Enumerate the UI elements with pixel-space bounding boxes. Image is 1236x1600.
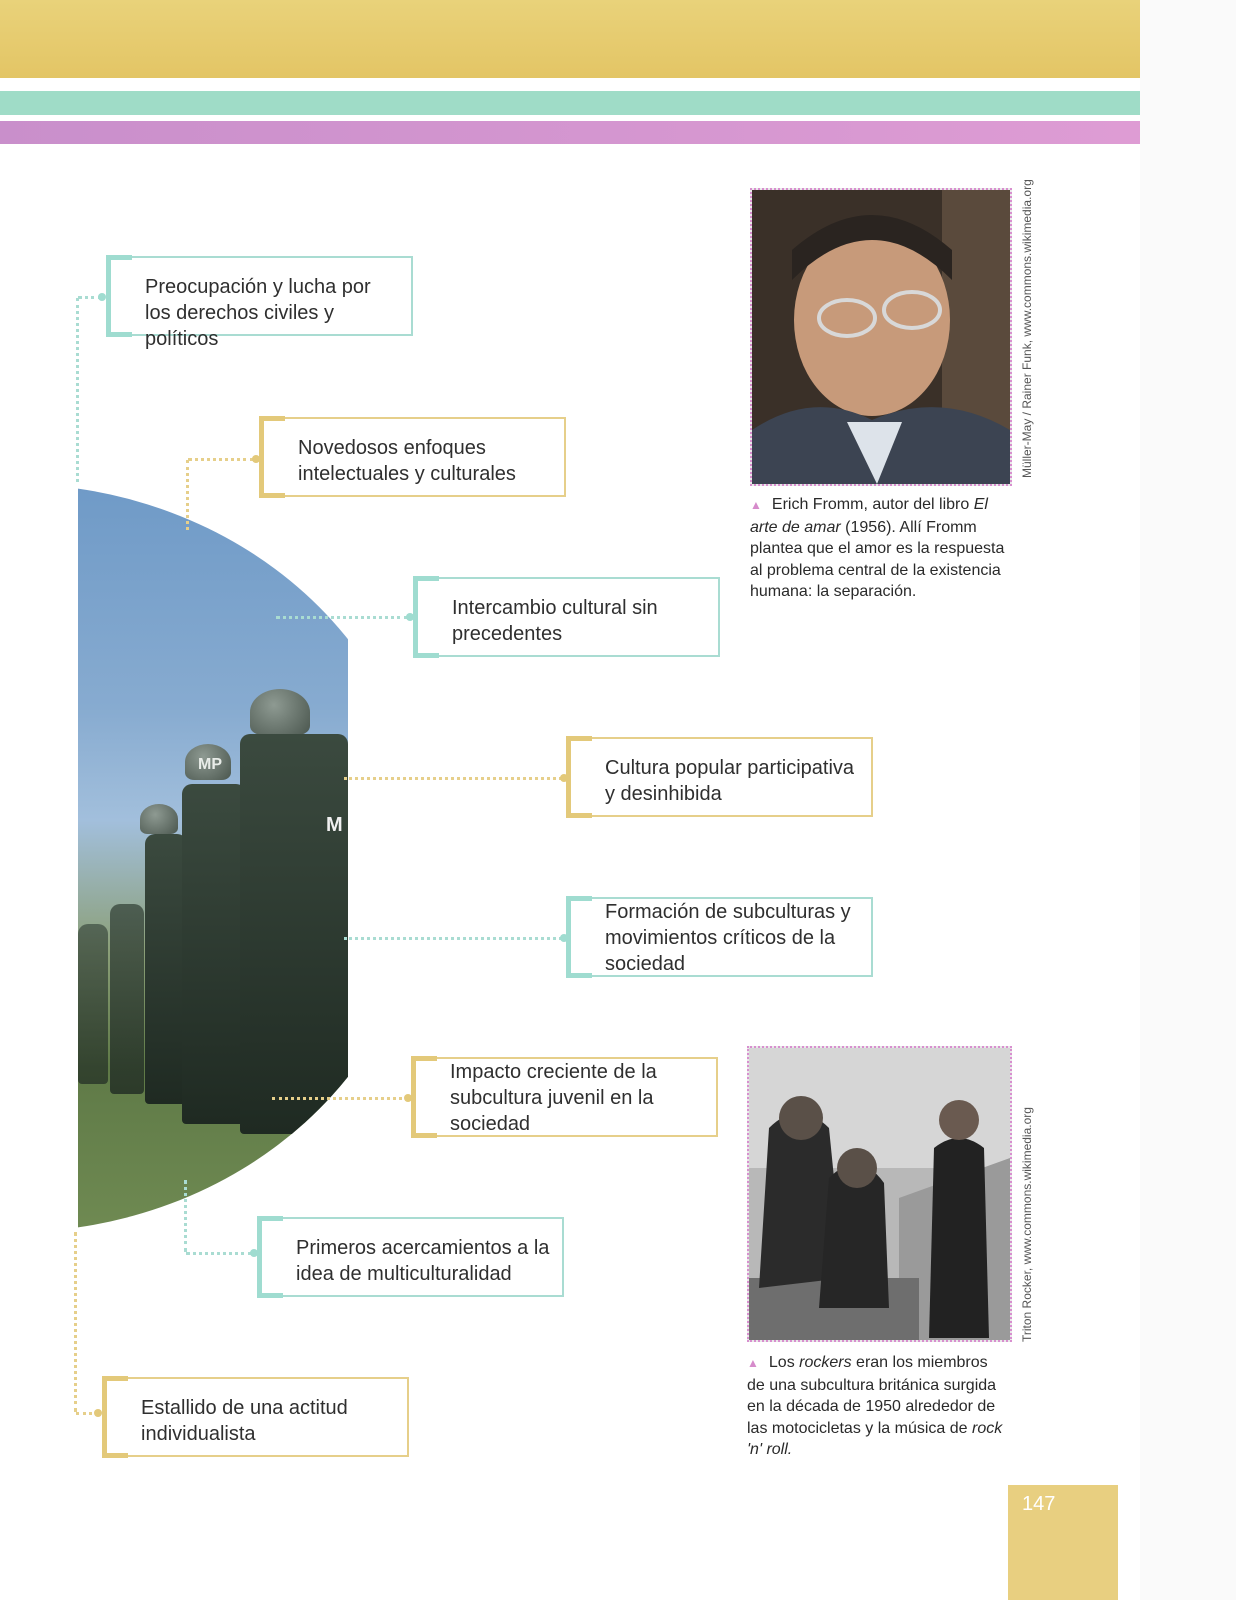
connector-line	[184, 1180, 187, 1252]
rockers-photo	[747, 1046, 1012, 1342]
concept-text: Novedosos enfoques intelectuales y culturales	[298, 437, 516, 485]
connector-node	[94, 1409, 102, 1417]
soldiers-photo	[78, 484, 348, 1232]
connector-line	[276, 616, 408, 619]
concept-text: Impacto creciente de la subcultura juvenil en la sociedad	[450, 1061, 657, 1135]
caption-triangle-icon: ▲	[750, 498, 762, 512]
fromm-caption: ▲ Erich Fromm, autor del libro El arte de amar (1956). Allí Fromm plantea que el amor es la respuesta al problema central de la existencia humana: la separación.	[750, 496, 1005, 600]
connector-line	[344, 777, 562, 780]
concept-box-subcultures	[567, 897, 873, 977]
connector-line	[188, 458, 254, 461]
concept-box-popular-culture	[567, 737, 873, 817]
concept-box-cultural-exchange	[414, 577, 720, 657]
concept-text: Cultura popular participativa y desinhibida	[605, 757, 855, 805]
connector-line	[74, 1232, 77, 1412]
caption-triangle-icon: ▲	[747, 1356, 759, 1370]
soldiers-photo-disc	[78, 484, 348, 1232]
box-bracket	[102, 1376, 128, 1458]
page-number: 147	[1008, 1485, 1118, 1600]
connector-line	[186, 1252, 252, 1255]
page-edge	[1140, 0, 1236, 1600]
rockers-caption: ▲ Los rockers eran los miembros de una subcultura británica surgida en la década de 1950 alrededor de las motocicletas y la música de rock 'n' roll.	[747, 1354, 1003, 1458]
box-bracket	[106, 255, 132, 337]
fromm-photo	[750, 188, 1012, 486]
concept-text: Intercambio cultural sin precedentes	[452, 597, 658, 645]
connector-line	[76, 298, 79, 482]
box-bracket	[259, 416, 285, 498]
concept-text: Formación de subculturas y movimientos críticos de la sociedad	[605, 901, 851, 975]
rockers-photo-credit: Triton Rocker, www.commons.wikimedia.org	[1020, 1107, 1034, 1342]
connector-line	[344, 937, 562, 940]
concept-text: Estallido de una actitud individualista	[141, 1397, 348, 1445]
concept-box-civil-rights	[107, 256, 413, 350]
header-band-gold	[0, 0, 1140, 78]
header-band-pink	[0, 121, 1140, 144]
box-bracket	[257, 1216, 283, 1298]
concept-box-multiculturalism	[258, 1217, 564, 1297]
rockers-scene-icon	[749, 1048, 1010, 1340]
box-bracket	[413, 576, 439, 658]
fromm-photo-credit: Müller-May / Rainer Funk, www.commons.wikimedia.org	[1020, 179, 1034, 478]
box-bracket	[566, 896, 592, 978]
helmet-letters: MP	[198, 756, 222, 773]
header-band-mint	[0, 91, 1140, 115]
concept-text: Preocupación y lucha por los derechos civiles y políticos	[145, 276, 371, 350]
concept-box-youth	[412, 1057, 718, 1137]
concept-text: Primeros acercamientos a la idea de multiculturalidad	[296, 1237, 550, 1285]
box-bracket	[566, 736, 592, 818]
fromm-portrait-icon	[752, 190, 1010, 484]
connector-line	[272, 1097, 408, 1100]
concept-box-intellectual	[260, 417, 566, 497]
connector-line	[186, 460, 189, 530]
armband-letter: M	[326, 814, 343, 836]
box-bracket	[411, 1056, 437, 1138]
connector-node	[98, 293, 106, 301]
concept-box-individualism	[103, 1377, 409, 1457]
